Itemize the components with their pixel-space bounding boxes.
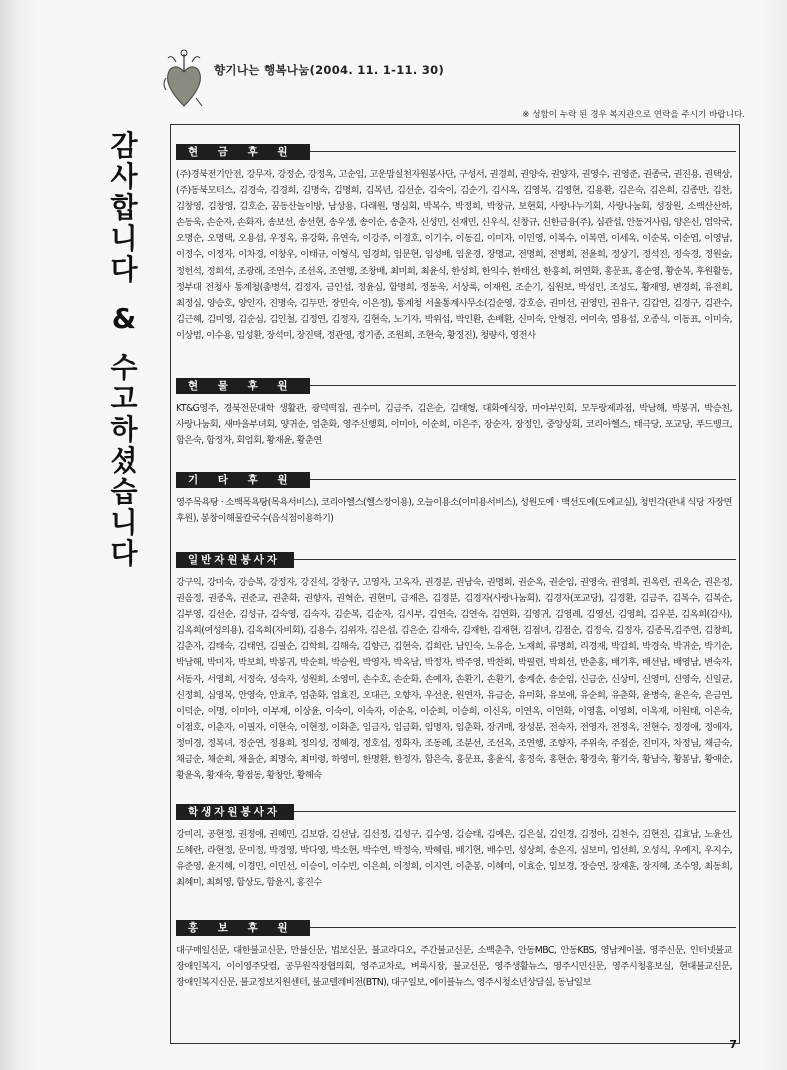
section-heading: 현 물 후 원 (176, 378, 310, 394)
section-heading-bar (176, 378, 736, 394)
section-body: 강구익, 강미숙, 강승복, 강정자, 강진석, 강창구, 고영자, 고옥자, 권경분, 권남숙, 권명희, 권순옥, 권순임, 권영숙, 권영희, 권옥련, 권옥순, 권은정, 권음정, 권종옥, 권준교, 권춘화, 권향자, 권혁순, 권현미, 금재은, 김경분, 김경자(사랑나눔회), 김경자(포교당), 김경환, 김금주, 김복수, 김복순, 김부영, 김선순, 김성규, 김숙영, 김숙자, 김순복, 김순자, 김시부, 김연숙, 김연숙, 김연화, 김영귀, 김영례, 김영선, 김영희, 김우분, 김옥희(감사), 김옥희(여성의용), 김옥희(자비회), 김용수, 김위자, 김은섭, 김은순, 김재숙, 김재한, 김재현, 김점녀, 김점순, 김정숙, 김정자, 김종목,김주연, 김창희, 김춘자, 김태숙, 김태연, 김필순, 김학희, 김해숙, 김향근, 김현숙, 김희란, 남인숙, 노유순, 노재희, 류명희, 리경재, 박갑희, 박경숙, 박귀순, 박기순, 박남해, 박미자, 박보희, 박봉귀, 박순희, 박승원, 박영자, 박옥남, 박정자, 박주영, 박찬희, 박필련, 박희선, 반춘홍, 배기후, 배선남, 배영남, 변숙자, 서동자, 서영희, 서정숙, 성숙자, 성원희, 소영미, 손수호, 손순화, 손예자, 손환기, 손환기, 송계순, 송순임, 신금순, 신상미, 신영미, 신영숙, 신일균, 신정희, 심영복, 안영숙, 안효주, 엄춘화, 엄효진, 오대근, 오향자, 우선운, 원연자, 유금순, 유미화, 유보애, 유순희, 유춘화, 윤병숙, 윤은숙, 은금연, 이덕순, 이명, 이미아, 이부재, 이상윤, 이숙이, 이숙자, 이순옥, 이순희, 이승희, 이신옥, 이연옥, 이연화, 이영흠, 이영희, 이옥재, 이원태, 이은숙, 이점호, 이춘자, 이필자, 이현숙, 이현정, 이화춘, 임금자, 임금화, 임명자, 임춘화, 장귀매, 장성분, 전숙자, 전영자, 전정옥, 전현수, 정경애, 정애자, 정미경, 정복녀, 정순연, 정용희, 정의성, 정혜경, 정호섭, 정화자, 조동례, 조분선, 조선옥, 조연행, 조향자, 주위숙, 주점순, 진미자, 차정님, 채금숙, 채금순, 채순희, 채을순, 최명숙, 최미령, 하영미, 한명환, 한정자, 함은숙, 홍문표, 홍윤식, 홍정숙, 홍현순, 황경숙, 황기숙, 황남숙, 황봉남, 황애순, 황윤옥, 황재숙, 황점동, 황창안, 황해숙 (176, 577, 732, 782)
section-student-volunteers (176, 804, 736, 891)
section-heading: 홍 보 후 원 (176, 920, 310, 936)
section-heading-bar (176, 804, 736, 820)
section-goods-donation (176, 378, 736, 449)
vertical-title-char: 수 (110, 351, 138, 384)
notice-text: ※ 성함이 누락 된 경우 복지관으로 연락을 주시기 바랍니다. (522, 110, 745, 120)
section-other-donation (176, 472, 736, 527)
page-number: 7 (729, 1038, 737, 1051)
section-body: (주)경북전기안전, 강무자, 강정순, 강정옥, 고순임, 고운맘실천자원봉사단, 구성서, 권경희, 권양숙, 권양자, 권영수, 권영준, 권종국, 권진용, 권택상, (주)동북모터스, 김경숙, 김경희, 김명숙, 김명희, 김복년, 김선순, 김숙이, 김순기, 김시옥, 김영복, 김영현, 김용환, 김은숙, 김은희, 김종만, 김찬, 김창영, 김창영, 김호순, 꿈동산놀이방, 남상용, 다래원, 명심회, 박복수, 박정희, 박창규, 보현회, 사랑나누기회, 사랑나눔회, 성장원, 소백산산하, 손동욱, 손순자, 손화자, 송보선, 송선현, 송우생, 송이순, 송춘자, 신성민, 신재민, 신우식, 신창규, 신한금융(주), 심관섭, 안동거사림, 양은신, 엄악국, 오명순, 오명택, 오용섭, 우정옥, 유강화, 유연숙, 이강주, 이경호, 이기수, 이동길, 이미자, 이민영, 이복수, 이복연, 이세옥, 이순복, 이순엽, 이영남, 이정수, 이정자, 이차경, 이창우, 이태규, 이형식, 임경희, 임문현, 임성배, 임운경, 장명교, 전명희, 전병희, 전윤희, 정상기, 정석진, 정숙경, 정원술, 정헌석, 정희석, 조광래, 조연수, 조선옥, 조연행, 조창배, 최미희, 최윤식, 한성희, 한익수, 한태선, 한흥희, 허연화, 홍문표, 홍순영, 황순복, 후원활동, 정부대 전청사 통계청(총병석, 김정자, 금인섭, 정윤심, 함명희, 정동욱, 서상록, 이재원, 조순기, 심원보, 박성인, 조성도, 황재영, 변경희, 유전희, 최정심, 양승호, 양인자, 진명숙, 김두만, 장민숙, 이은정), 통계청 서울통계사무소(김순영, 강호승, 권미선, 권영민, 권유구, 김갑연, 김경구, 김관수, 김근혜, 김미영, 김순심, 김인철, 김정연, 김정자, 김현숙, 노기자, 박위섭, 박인환, 손배환, 신미숙, 안형진, 여미숙, 염용섭, 오종식, 이동표, 이미숙, 이상범, 이수용, 임성환, 장석미, 장진택, 정관영, 정기종, 조원희, 조현숙, 황정진), 청량사, 영전사 (176, 169, 732, 341)
section-heading-bar (176, 552, 736, 568)
vertical-title-char: & (111, 302, 137, 335)
section-heading-bar (176, 472, 736, 488)
vertical-title-char: 셨 (110, 444, 138, 477)
vertical-title-char: 하 (110, 413, 138, 446)
vertical-title-char: 니 (110, 506, 138, 539)
section-heading: 현 금 후 원 (176, 144, 310, 160)
section-heading: 기 타 후 원 (176, 472, 310, 488)
vertical-title-char: 사 (110, 160, 138, 193)
section-body: 대구매일신문, 대한불교신문, 만불신문, 법보신문, 불교라디오, 주간불교신문, 소백춘추, 안동MBC, 안동KBS, 영남케이블, 영주신문, 인터넷불교 장애인복지, 이이영주닷컴, 공무원직장협의회, 영주교차로, 벼룩시장, 불교신문, 영주생활뉴스, 영주시민신문, 영주시청홍보실, 현대불교신문, 장애인복지신문, 불교정보지원센터, 불교텔레비전(BTN), 대구일보, 에이블뉴스, 영주시청소년상담실, 동남일보 (176, 945, 732, 989)
vertical-title-char: 감 (110, 129, 138, 162)
section-promotion-support (176, 920, 736, 991)
section-body: 강미리, 공현정, 권정애, 권혜민, 김보람, 김선남, 김선정, 김성구, 김수영, 김승태, 김예은, 김은실, 김인경, 김정아, 김천수, 김현진, 김효남, 노윤선, 도혜란, 라현정, 문미정, 박경영, 박다영, 박소현, 박수연, 박정숙, 박혜림, 배기현, 배수민, 성상희, 송은지, 심보미, 엄선희, 오성식, 우예지, 우지수, 유준영, 윤지혜, 이경민, 이민선, 이승이, 이수빈, 이은희, 이정희, 이지연, 이춘봉, 이혜미, 이효순, 임보경, 장승연, 장재훈, 장지혜, 조수영, 최동희, 최혜미, 최희영, 함상도, 함윤지, 홍진수 (176, 829, 732, 889)
section-body: KT&G영주, 경북전문대학 생활관, 광덕떡집, 권수미, 김금주, 김은순, 김태형, 대화예식장, 마야부인회, 모두랑제과점, 박남해, 박봉귀, 박승천, 사랑나눔회, 새마을부녀회, 양귀순, 엄춘화, 영주신행회, 이미아, 이순희, 이은주, 장순자, 장정인, 중앙상회, 코리아헬스, 태극당, 포교당, 푸드뱅크, 함은숙, 함정자, 회엄회, 황재윤, 황춘연 (176, 403, 732, 447)
section-heading: 학생자원봉사자 (176, 804, 294, 820)
section-heading: 일반자원봉사자 (176, 552, 294, 568)
section-general-volunteers (176, 552, 736, 784)
vertical-title-char: 다 (110, 253, 138, 286)
header-title: 향기나는 행복나눔(2004. 11. 1-11. 30) (214, 63, 444, 77)
section-heading-bar (176, 920, 736, 936)
section-body: 영주목욕탕 · 소백목욕탕(목욕서비스), 코리아헬스(헬스장이용), 오늘이용소(이미용서비스), 성원도예 · 백선도예(도예교실), 청빈각(관내 식당 자장면 후원), 봉창이해물칼국수(음식점이용하기) (176, 497, 732, 525)
vertical-title-char: 고 (110, 382, 138, 415)
section-heading-bar (176, 144, 736, 160)
vertical-title-char: 니 (110, 222, 138, 255)
vertical-title-char: 합 (110, 191, 138, 224)
vertical-title-char: 습 (110, 475, 138, 508)
heart-flower-logo-icon (162, 48, 206, 110)
vertical-title-char: 다 (110, 537, 138, 570)
vertical-title (106, 130, 142, 569)
section-cash-donation (176, 144, 736, 344)
